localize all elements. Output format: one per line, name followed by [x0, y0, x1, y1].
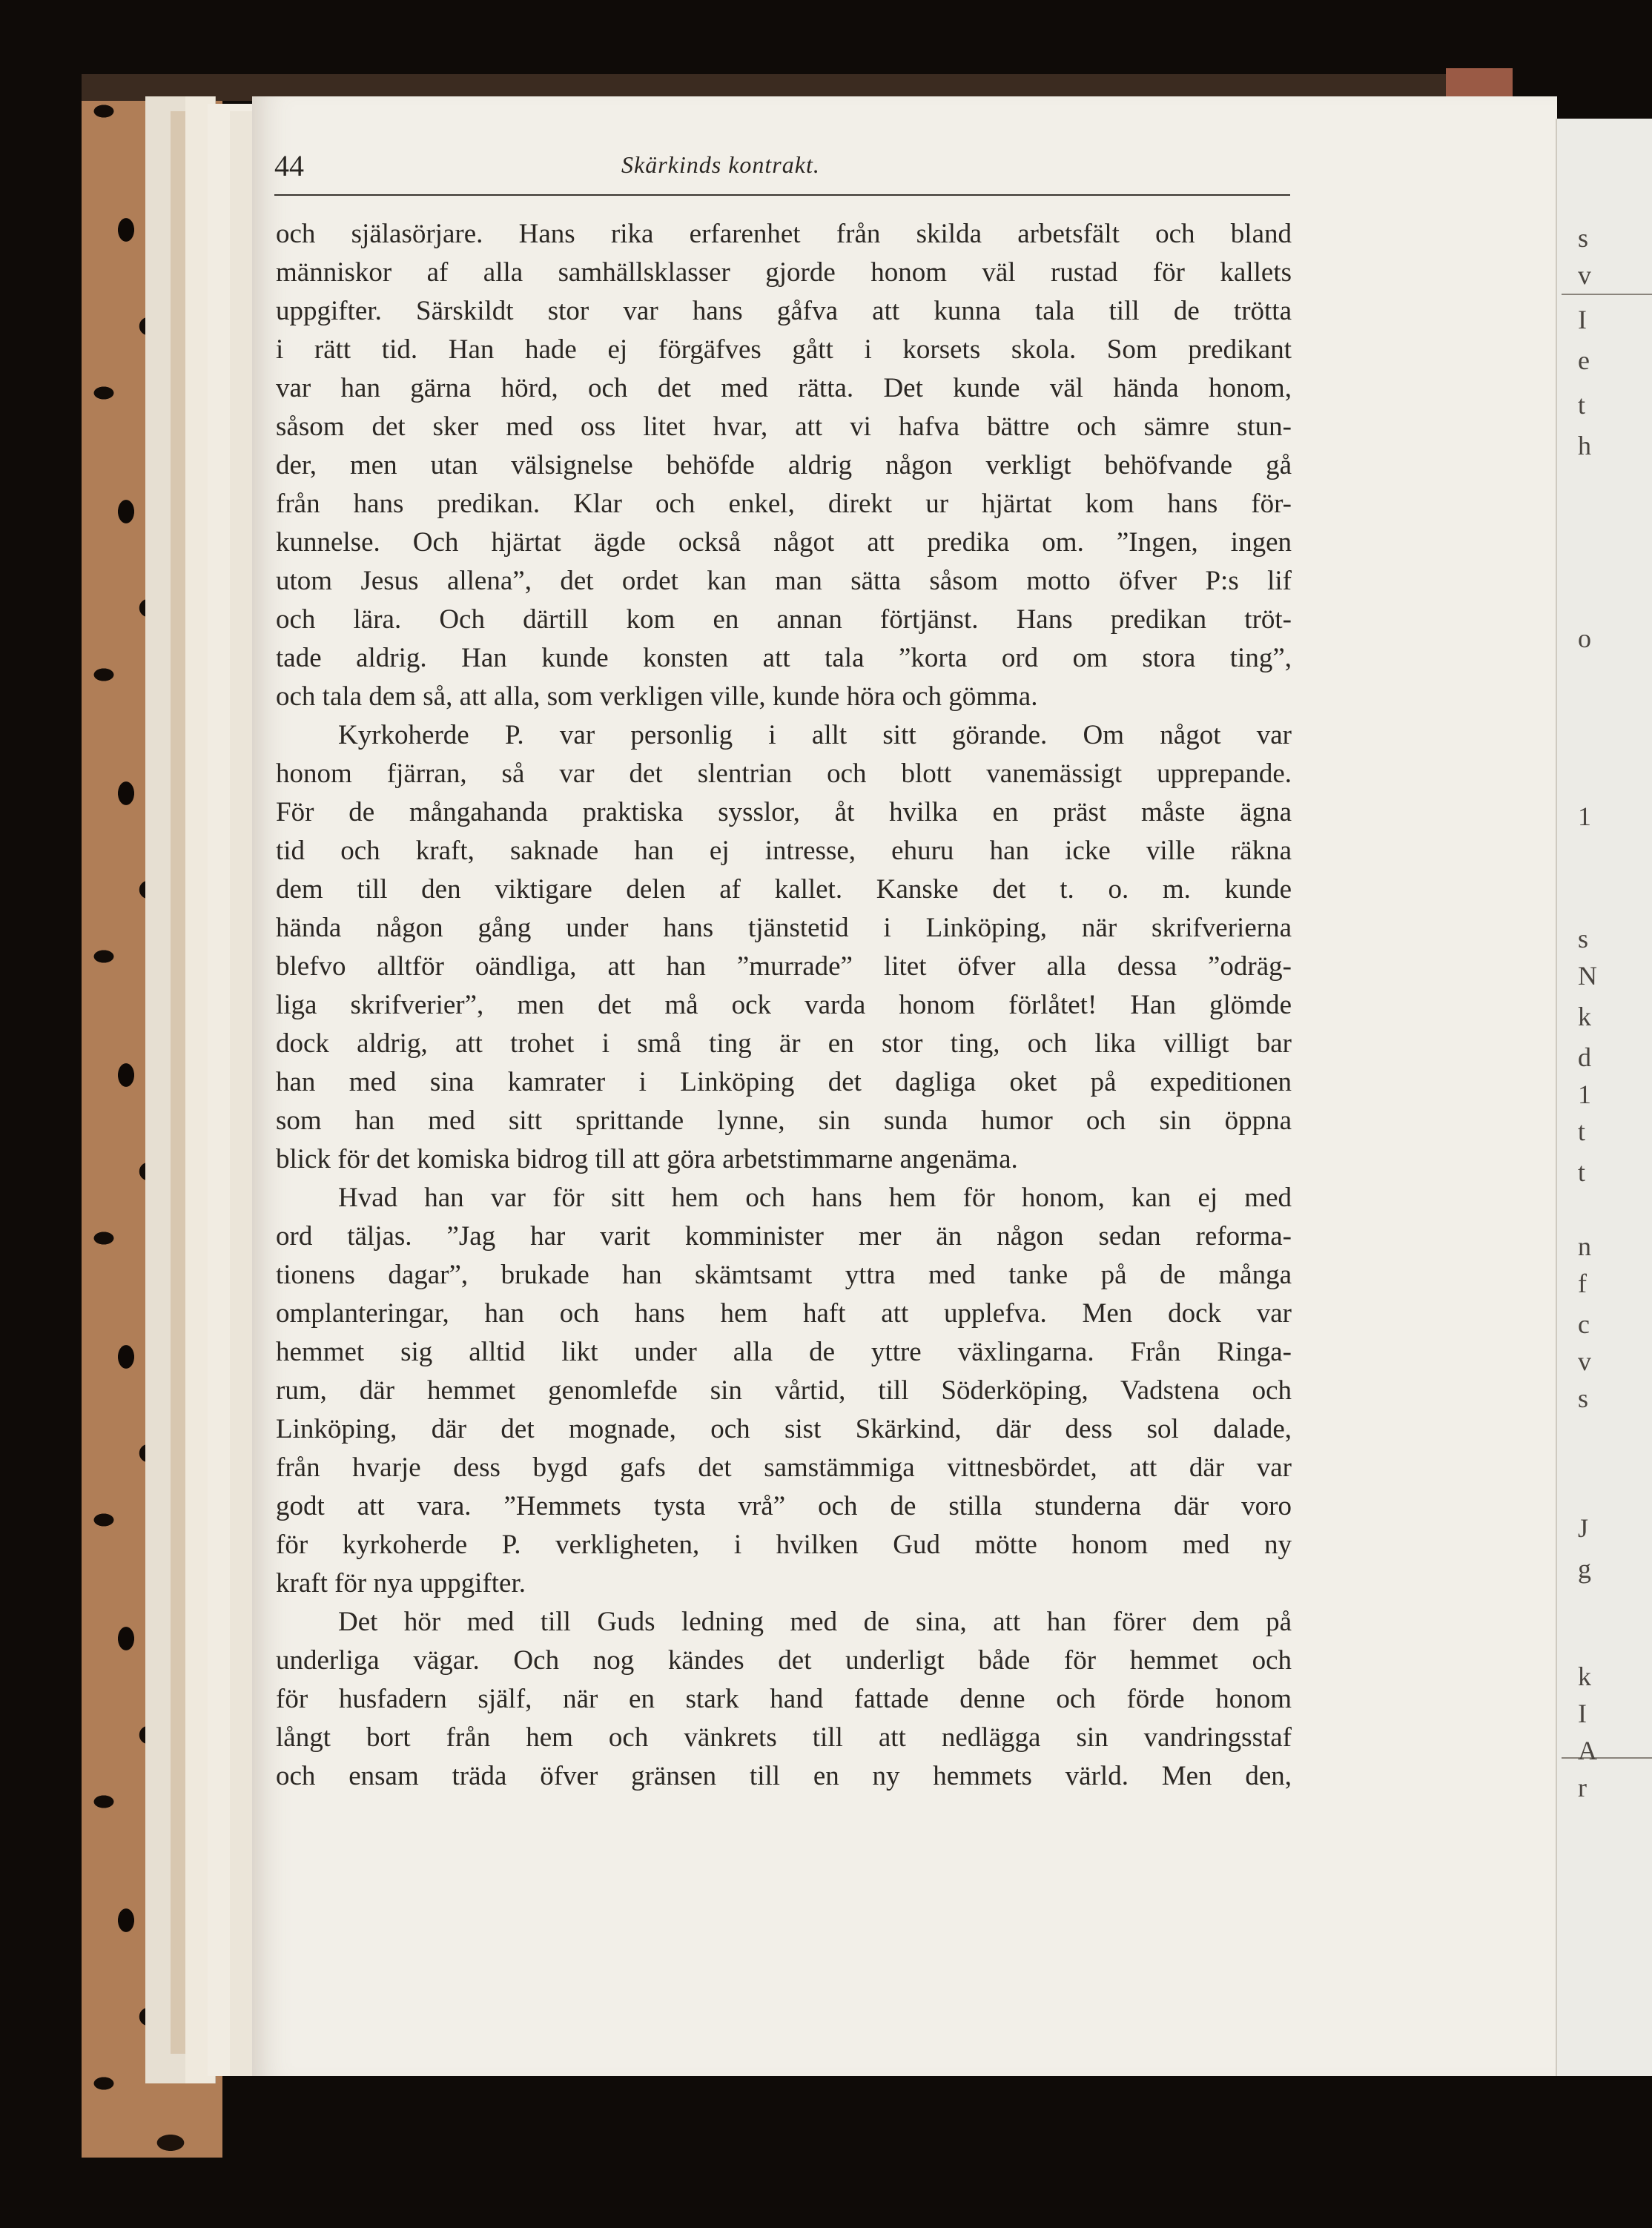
next-page-fragment: t	[1578, 390, 1586, 420]
next-page-edge	[1556, 119, 1652, 2076]
next-page-fragment: v	[1578, 1346, 1591, 1376]
text-line: kraft för nya uppgifter.	[276, 1568, 526, 1599]
text-line: och ensam träda öfver gränsen till en ny hemmets värld. Men den,	[276, 1761, 1292, 1791]
next-page-fragment: o	[1578, 624, 1591, 653]
text-line: utom Jesus allena”, det ordet kan man sätta såsom motto öfver P:s lif	[276, 566, 1292, 596]
text-line: honom fjärran, så var det slentrian och blott vanemässigt upprepande.	[276, 758, 1292, 789]
next-page-fragment: d	[1578, 1042, 1591, 1072]
text-line: från hans predikan. Klar och enkel, direkt ur hjärtat kom hans för-	[276, 489, 1292, 519]
text-line: hända någon gång under hans tjänstetid i Linköping, när skrifverierna	[276, 913, 1292, 943]
text-line: blefvo alltför oändliga, att han ”murrade” litet öfver alla dessa ”odräg-	[276, 951, 1292, 982]
page-header	[274, 148, 1290, 193]
cover-corner	[1446, 68, 1513, 98]
next-page-rule	[1562, 1757, 1652, 1759]
text-line: och tala dem så, att alla, som verkligen ville, kunde höra och gömma.	[276, 681, 1038, 712]
next-page-fragment: 1	[1578, 1080, 1591, 1109]
next-page-fragment: 1	[1578, 801, 1591, 831]
text-line: från hvarje dess bygd gafs det samstämmiga vittnesbördet, att där var	[276, 1452, 1292, 1483]
text-line: hemmet sig alltid likt under alla de yttre växlingarna. Från Ringa-	[276, 1337, 1292, 1367]
header-rule	[274, 194, 1290, 196]
text-line: långt bort från hem och vänkrets till att nedlägga sin vandringsstaf	[276, 1722, 1292, 1753]
next-page-fragment: s	[1578, 924, 1589, 953]
next-page-fragment: g	[1578, 1554, 1591, 1584]
text-line: tid och kraft, saknade han ej intresse, ehuru han icke ville räkna	[276, 836, 1292, 866]
text-line: och själasörjare. Hans rika erfarenhet från skilda arbetsfält och bland	[276, 219, 1292, 249]
text-line: liga skrifverier”, men det må ock varda honom förlåtet! Han glömde	[276, 990, 1292, 1020]
text-line: i rätt tid. Han hade ej förgäfves gått i korsets skola. Som predikant	[276, 334, 1292, 365]
next-page-fragment: t	[1578, 1117, 1586, 1146]
text-line: uppgifter. Särskildt stor var hans gåfva att kunna tala till de trötta	[276, 296, 1292, 326]
next-page-fragment: h	[1578, 431, 1591, 460]
text-line: tade aldrig. Han kunde konsten att tala ”korta ord om stora ting”,	[276, 643, 1292, 673]
next-page-fragment: t	[1578, 1157, 1586, 1187]
text-line: kunnelse. Och hjärtat ägde också något att predika om. ”Ingen, ingen	[276, 527, 1292, 558]
next-page-fragment: A	[1578, 1736, 1597, 1765]
next-page-fragment: I	[1578, 305, 1587, 334]
next-page-fragment: c	[1578, 1309, 1590, 1339]
text-line: för husfadern själf, när en stark hand fattade denne och förde honom	[276, 1684, 1292, 1714]
text-line: blick för det komiska bidrog till att göra arbetstimmarne angenäma.	[276, 1144, 1018, 1174]
text-line: dem till den viktigare delen af kallet. Kanske det t. o. m. kunde	[276, 874, 1292, 905]
text-line: För de mångahanda praktiska sysslor, åt hvilka en präst måste ägna	[276, 797, 1292, 827]
text-line: människor af alla samhällsklasser gjorde honom väl rustad för kallets	[276, 257, 1292, 288]
text-line: Det hör med till Guds ledning med de sina, att han förer dem på	[338, 1607, 1292, 1637]
body-text	[276, 215, 1292, 1796]
running-head: Skärkinds kontrakt.	[621, 151, 820, 178]
text-line: han med sina kamrater i Linköping det dagliga oket på expeditionen	[276, 1067, 1292, 1097]
text-line: godt att vara. ”Hemmets tysta vrå” och de stilla stunderna där voro	[276, 1491, 1292, 1521]
text-line: för kyrkoherde P. verkligheten, i hvilken Gud mötte honom med ny	[276, 1530, 1292, 1560]
next-page-fragment: r	[1578, 1773, 1587, 1802]
next-page-fragment: k	[1578, 1002, 1591, 1031]
next-page-fragment: k	[1578, 1662, 1591, 1691]
next-page-rule	[1562, 294, 1652, 295]
text-line: Linköping, där det mognade, och sist Skärkind, där dess sol dalade,	[276, 1414, 1292, 1444]
text-line: Hvad han var för sitt hem och hans hem för honom, kan ej med	[338, 1183, 1292, 1213]
text-line: ord täljas. ”Jag har varit komminister mer än någon sedan reforma-	[276, 1221, 1292, 1252]
next-page-fragment: J	[1578, 1513, 1589, 1543]
text-line: såsom det sker med oss litet hvar, att vi hafva bättre och sämre stun-	[276, 411, 1292, 442]
next-page-fragment: n	[1578, 1232, 1591, 1261]
text-line: Kyrkoherde P. var personlig i allt sitt görande. Om något var	[338, 720, 1292, 750]
text-line: var han gärna hörd, och det med rätta. Det kunde väl hända honom,	[276, 373, 1292, 403]
next-page-fragment: f	[1578, 1269, 1587, 1298]
next-page-fragment: e	[1578, 346, 1590, 375]
next-page-fragment: I	[1578, 1699, 1587, 1728]
text-line: der, men utan välsignelse behöfde aldrig någon verkligt behöfvande gå	[276, 450, 1292, 480]
next-page-fragment: s	[1578, 223, 1589, 253]
page-number: 44	[274, 149, 304, 182]
text-line: omplanteringar, han och hans hem haft att upplefva. Men dock var	[276, 1298, 1292, 1329]
text-line: som han med sitt sprittande lynne, sin sunda humor och sin öppna	[276, 1105, 1292, 1136]
next-page-fragment: v	[1578, 260, 1591, 290]
text-line: dock aldrig, att trohet i små ting är en stor ting, och lika villigt bar	[276, 1028, 1292, 1059]
text-line: underliga vägar. Och nog kändes det underligt både för hemmet och	[276, 1645, 1292, 1676]
text-line: rum, där hemmet genomlefde sin vårtid, till Söderköping, Vadstena och	[276, 1375, 1292, 1406]
next-page-fragment: N	[1578, 961, 1597, 991]
text-line: och lära. Och därtill kom en annan förtjänst. Hans predikan tröt-	[276, 604, 1292, 635]
text-line: tionens dagar”, brukade han skämtsamt yttra med tanke på de många	[276, 1260, 1292, 1290]
next-page-fragment: s	[1578, 1384, 1589, 1413]
